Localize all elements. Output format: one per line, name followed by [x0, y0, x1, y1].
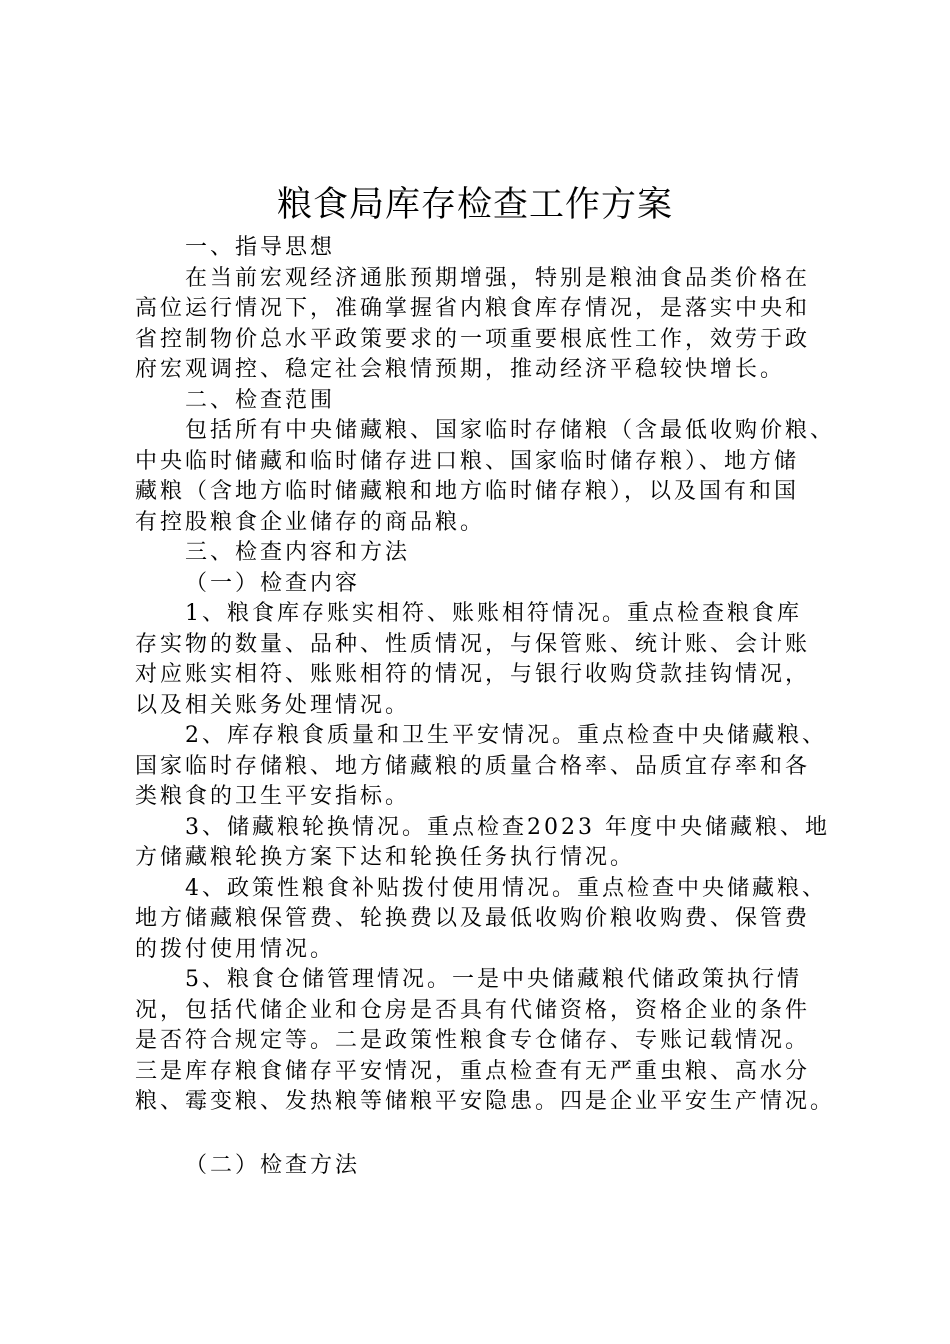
paragraph-line: 的拨付使用情况。 [135, 936, 336, 962]
paragraph-line: 3、储藏粮轮换情况。重点检查2023 年度中央储藏粮、地 [185, 814, 830, 840]
paragraph-line: 是否符合规定等。二是政策性粮食专仓储存、专账记载情况。 [135, 1028, 811, 1053]
subsection-heading-method: （二）检查方法 [185, 1152, 361, 1178]
paragraph-line: 有控股粮食企业储存的商品粮。 [135, 509, 486, 535]
paragraph-line: 类粮食的卫生平安指标。 [135, 784, 411, 809]
paragraph-line: 地方储藏粮保管费、轮换费以及最低收购价粮收购费、保管费 [135, 906, 811, 931]
content-item-5 [135, 965, 895, 1118]
paragraph-line: 存实物的数量、品种、性质情况，与保管账、统计账、会计账 [135, 631, 811, 657]
paragraph-line: 方储藏粮轮换方案下达和轮换任务执行情况。 [135, 845, 636, 870]
paragraph-line: 对应账实相符、账账相符的情况，与银行收购贷款挂钩情况， [135, 662, 811, 687]
paragraph-line: 省控制物价总水平政策要求的一项重要根底性工作，效劳于政 [135, 326, 811, 352]
paragraph-line: 中央临时储藏和临时储存进口粮、国家临时储存粮）、地方储 [135, 448, 800, 474]
paragraph-line: 粮、霉变粮、发热粮等储粮平安隐患。四是企业平安生产情况。 [135, 1089, 836, 1114]
document-title: 粮食局库存检查工作方案 [276, 185, 673, 225]
section-heading-content-method: 三、检查内容和方法 [185, 540, 411, 565]
paragraph-line: 2、库存粮食质量和卫生平安情况。重点检查中央储藏粮、 [185, 723, 827, 748]
section-scope [135, 386, 895, 539]
content-item-1 [135, 599, 895, 721]
section-heading-scope: 二、检查范围 [185, 387, 336, 413]
paragraph-line: 5、粮食仓储管理情况。一是中央储藏粮代储政策执行情 [185, 967, 802, 992]
paragraph-line: 在当前宏观经济通胀预期增强，特别是粮油食品类价格在 [185, 265, 811, 291]
section-guiding-thought [135, 233, 895, 386]
section-content-method [135, 538, 895, 1181]
content-item-4 [135, 874, 895, 966]
paragraph-line: 包括所有中央储藏粮、国家临时存储粮（含最低收购价粮、 [185, 418, 836, 443]
content-item-2 [135, 721, 895, 813]
paragraph-line: 以及相关账务处理情况。 [135, 692, 411, 718]
subsection-heading-content: （一）检查内容 [185, 570, 361, 596]
document-body [135, 233, 895, 1181]
paragraph-line: 4、政策性粮食补贴拨付使用情况。重点检查中央储藏粮、 [185, 875, 827, 901]
content-item-3 [135, 813, 895, 874]
paragraph-line: 1、粮食库存账实相符、账账相符情况。重点检查粮食库 [185, 601, 802, 626]
paragraph-line: 三是库存粮食储存平安情况，重点检查有无严重虫粮、高水分 [135, 1058, 811, 1084]
section-heading-guiding-thought: 一、指导思想 [185, 235, 336, 260]
paragraph-line: 高位运行情况下，准确掌握省内粮食库存情况，是落实中央和 [135, 296, 811, 321]
paragraph-line: 藏粮（含地方临时储藏粮和地方临时储存粮），以及国有和国 [135, 479, 800, 504]
paragraph-line: 况，包括代储企业和仓房是否具有代储资格，资格企业的条件 [135, 997, 811, 1023]
paragraph-line: 国家临时存储粮、地方储藏粮的质量合格率、品质宜存率和各 [135, 753, 811, 779]
paragraph-line: 府宏观调控、稳定社会粮情预期，推动经济平稳较快增长。 [135, 357, 786, 382]
